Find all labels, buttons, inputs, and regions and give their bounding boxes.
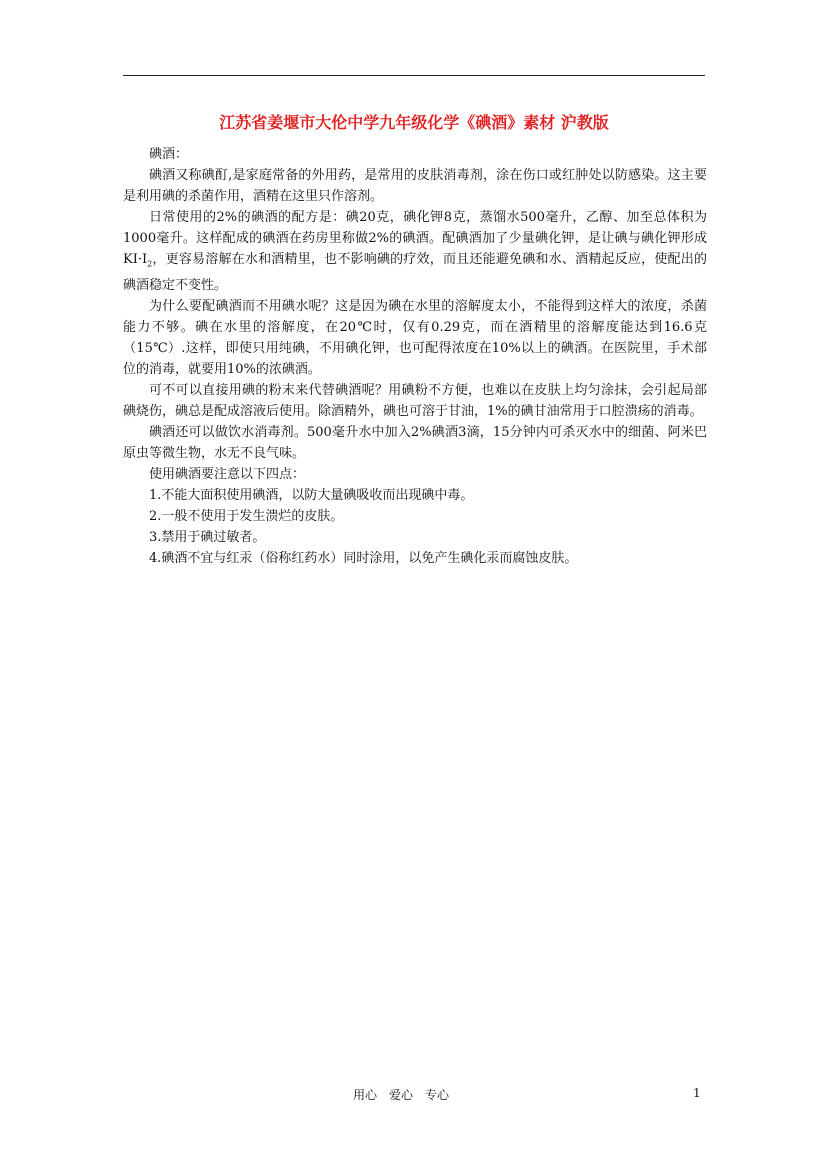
- paragraph-precautions: 使用碘酒要注意以下四点：: [149, 466, 306, 482]
- list-item: 2.一般不使用于发生溃烂的皮肤。: [149, 508, 344, 524]
- paragraph-water-disinfection: 碘酒还可以做饮水消毒剂。500毫升水中加入2%碘酒3滴，15分钟内可杀灭水中的细菌、阿米巴原虫等微生物，水无不良气味。: [123, 424, 707, 461]
- paragraph-formula: [123, 207, 707, 296]
- formula-subscript: 2: [147, 259, 153, 269]
- list-item: 1.不能大面积使用碘酒，以防大量碘吸收而出现碘中毒。: [149, 487, 474, 503]
- paragraph-intro: 碘酒又称碘酊,是家庭常备的外用药，是常用的皮肤消毒剂，涂在伤口或红肿处以防感染。这主要是利用碘的杀菌作用，酒精在这里只作溶剂。: [123, 168, 707, 204]
- paragraph-powder: 可不可以直接用碘的粉末来代替碘酒呢？用碘粉不方便，也难以在皮肤上均匀涂抹，会引起局部碘烧伤，碘总是配成溶液后使用。除酒精外，碘也可溶于甘油，1%的碘甘油常用于口腔溃疡的消毒。: [123, 382, 707, 419]
- document-title: 江苏省姜堰市大伦中学九年级化学《碘酒》素材 沪教版: [219, 113, 609, 132]
- document-body: [123, 144, 707, 569]
- footer-motto: 用心 爱心 专心: [353, 1088, 450, 1102]
- list-item: 4.碘酒不宜与红汞（俗称红药水）同时涂用，以免产生碘化汞而腐蚀皮肤。: [149, 550, 578, 566]
- formula-tail: ，更容易溶解在水和酒精里，也不影响碘的疗效，而且还能避免碘和水、酒精起反应，使配出的碘酒稳定不变性。: [123, 252, 707, 293]
- paragraph-solubility: 为什么要配碘酒而不用碘水呢？这是因为碘在水里的溶解度太小，不能得到这样大的浓度，杀菌能力不够。碘在水里的溶解度，在20℃时，仅有0.29克，而在酒精里的溶解度能达到16.6克（15℃）.这样，即使只用纯碘，不用碘化钾，也可配得浓度在10%以上的碘酒。在医院里，手术部位的消毒，就要用10%的浓碘酒。: [123, 298, 707, 377]
- header-rule: [123, 75, 705, 76]
- section-heading: 碘酒：: [149, 147, 189, 162]
- formula-text: 日常使用的2%的碘酒的配方是：碘20克，碘化钾8克，蒸馏水500毫升，乙醇、加至总体积为1000毫升。这样配成的碘酒在药房里称做2%的碘酒。配碘酒加了少量碘化钾，是让碘与碘化钾形成KI·I: [123, 210, 707, 267]
- list-item: 3.禁用于碘过敏者。: [149, 529, 266, 545]
- page-number: 1: [693, 1086, 701, 1100]
